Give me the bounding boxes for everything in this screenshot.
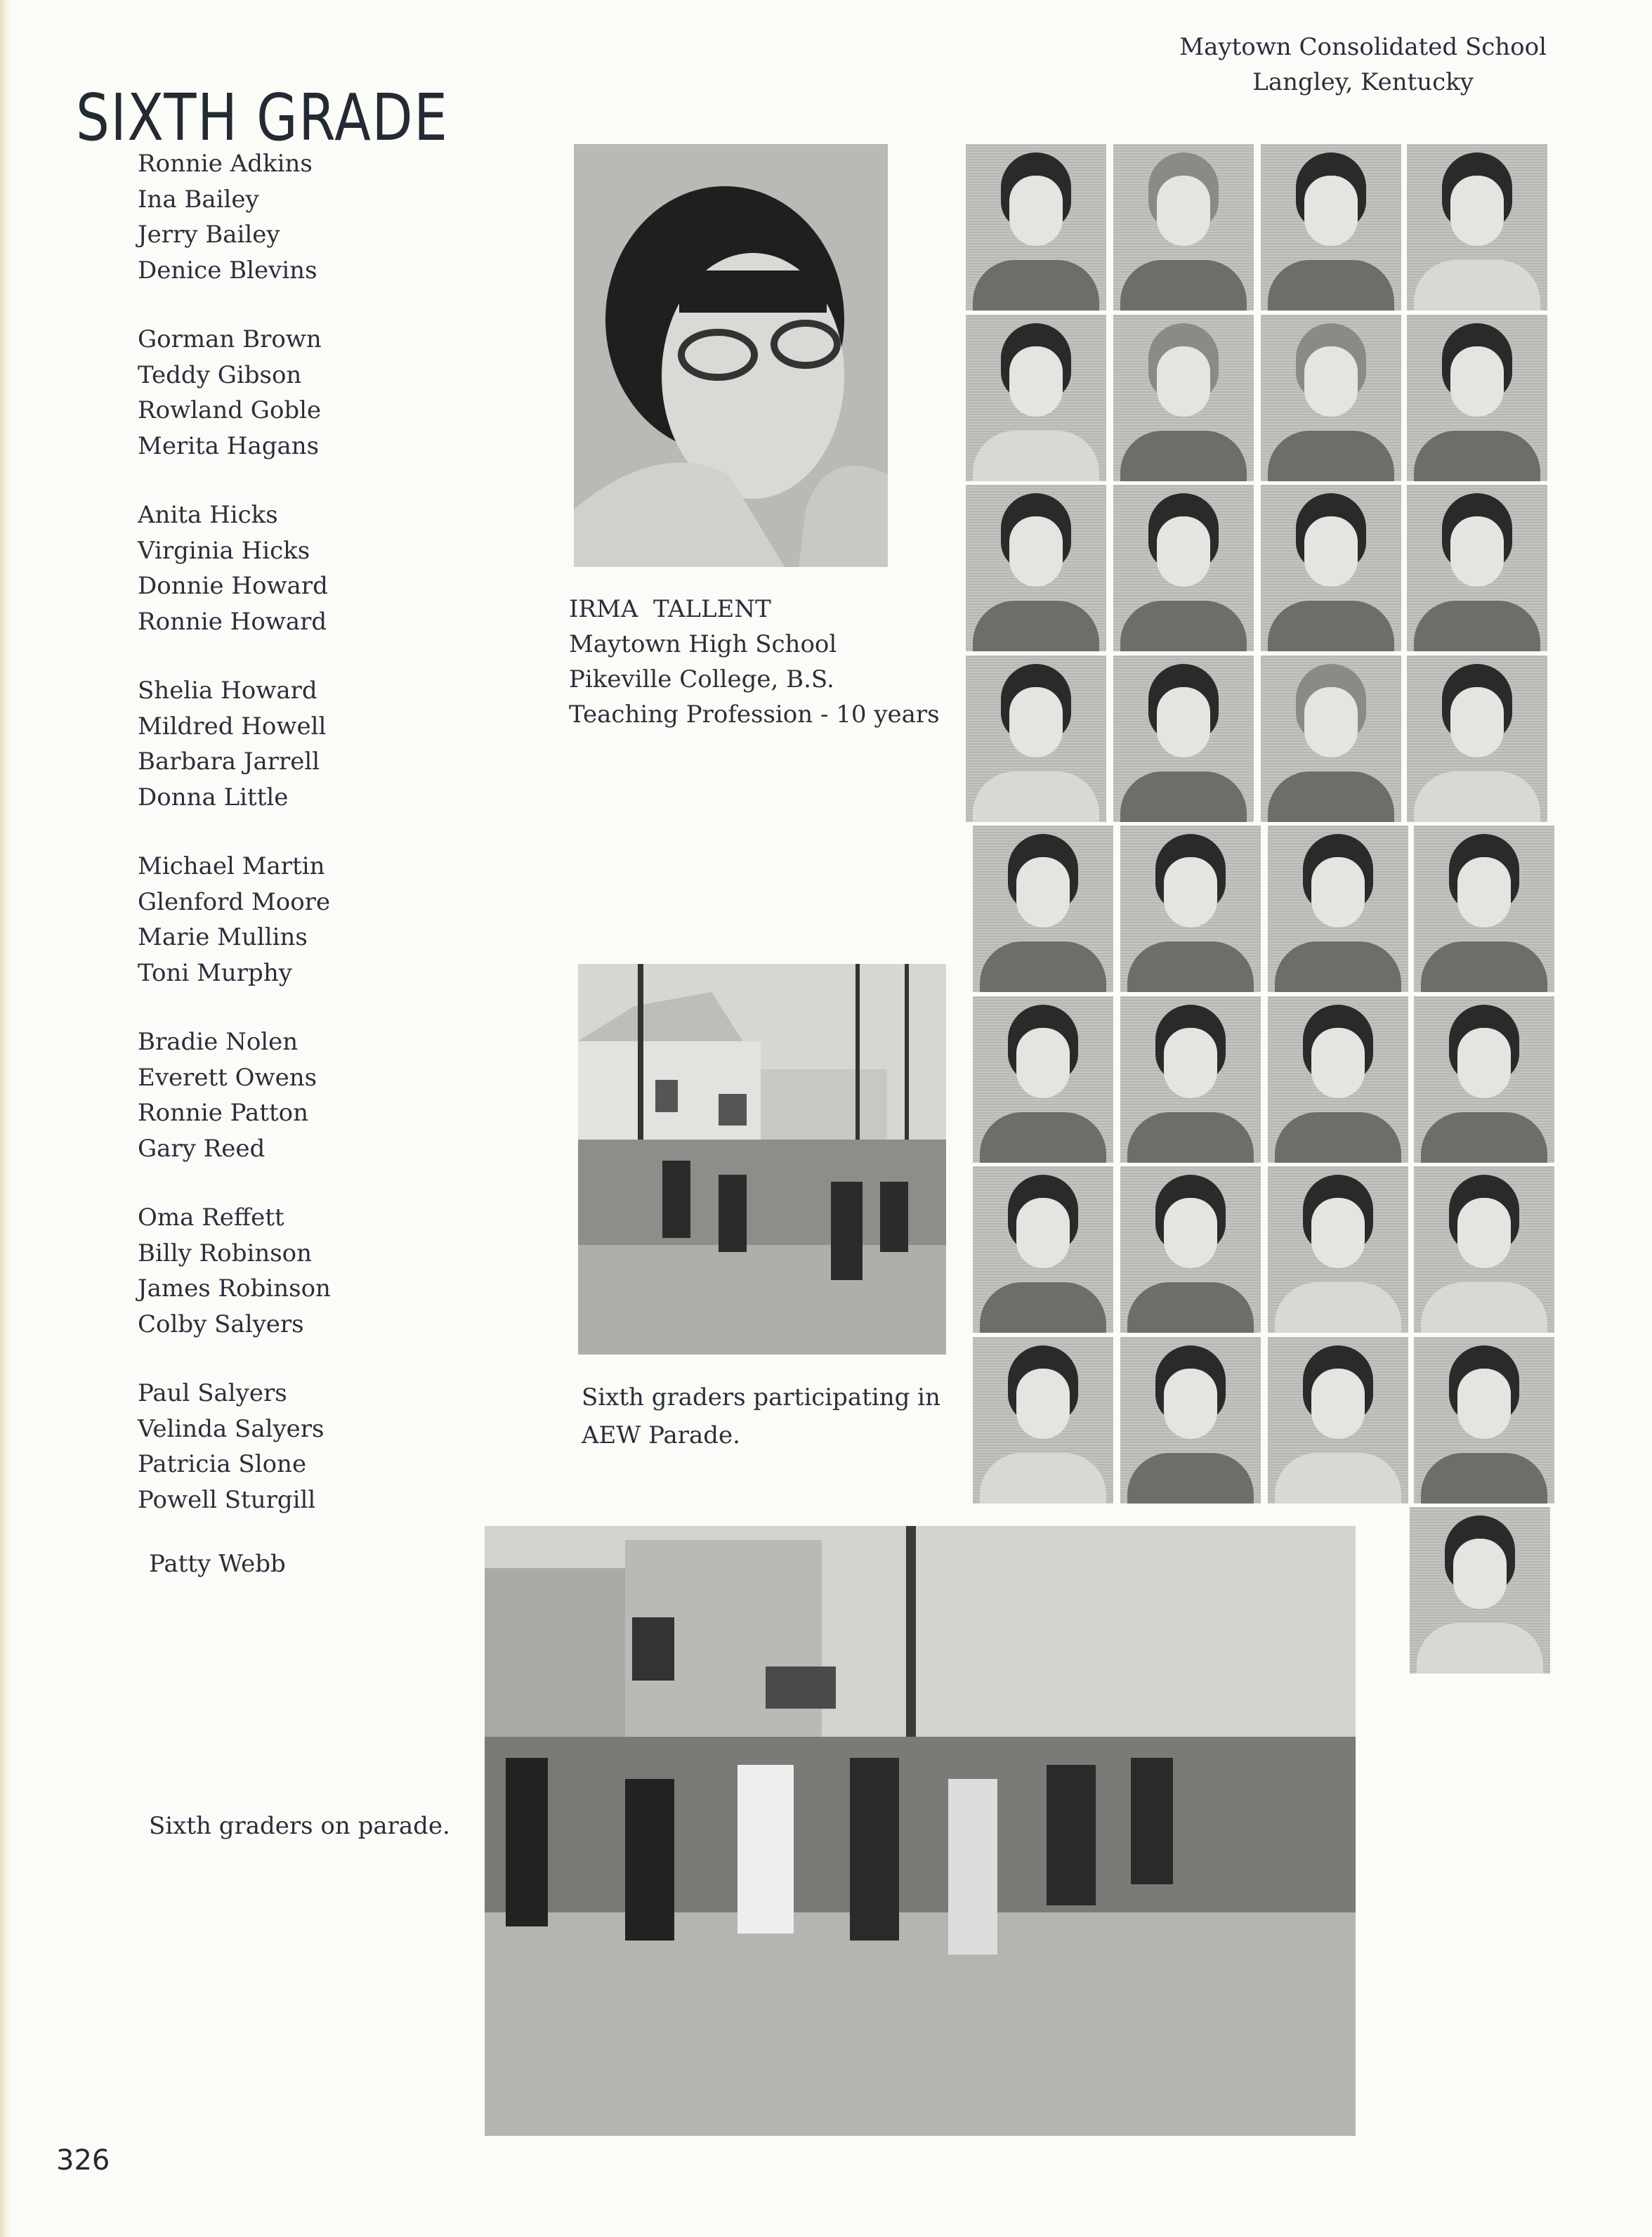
- portrait-body: [1120, 431, 1247, 481]
- student-name: Rowland Goble: [138, 396, 322, 424]
- student-portrait: [1113, 656, 1254, 822]
- portrait-body: [980, 1112, 1106, 1163]
- portrait-face: [1311, 1198, 1365, 1268]
- portrait-face: [1304, 176, 1358, 246]
- student-name-group: [138, 673, 331, 815]
- student-name-group: [138, 1200, 331, 1342]
- student-name: Powell Sturgill: [138, 1485, 316, 1514]
- student-name: Gary Reed: [138, 1134, 266, 1163]
- portrait-face: [1009, 687, 1063, 757]
- portrait-body: [1414, 601, 1540, 651]
- student-name: Donna Little: [138, 783, 289, 811]
- teacher-name: IRMA TALLENT: [569, 595, 771, 623]
- student-portrait: [1113, 144, 1254, 311]
- student-portrait: [1268, 826, 1408, 992]
- page-title: SIXTH GRADE: [76, 79, 449, 155]
- portrait-face: [1453, 1539, 1507, 1609]
- student-portrait: [1120, 1337, 1261, 1504]
- teacher-portrait-image: [574, 144, 888, 567]
- student-name: Teddy Gibson: [138, 360, 302, 389]
- portrait-face: [1457, 1028, 1511, 1098]
- parade-large-caption: Sixth graders on parade.: [149, 1812, 450, 1840]
- portrait-face: [1009, 516, 1063, 587]
- student-portrait: [1120, 826, 1261, 992]
- portrait-body: [1275, 1112, 1401, 1163]
- student-name: Barbara Jarrell: [138, 748, 320, 776]
- student-portrait: [1261, 144, 1401, 311]
- student-name: Velinda Salyers: [138, 1414, 324, 1443]
- teacher-portrait-photo: [574, 144, 888, 567]
- student-name: Colby Salyers: [138, 1310, 304, 1338]
- portrait-body: [1268, 601, 1394, 651]
- portrait-body: [973, 601, 1099, 651]
- portrait-body: [1275, 941, 1401, 992]
- portrait-face: [1164, 857, 1217, 927]
- student-portrait: [973, 996, 1113, 1163]
- student-name: Ronnie Howard: [138, 607, 327, 636]
- portrait-face: [1311, 857, 1365, 927]
- portrait-body: [980, 1282, 1106, 1333]
- school-location: Langley, Kentucky: [1252, 68, 1474, 96]
- student-name-group: [138, 146, 331, 288]
- portrait-body: [1127, 1112, 1254, 1163]
- portrait-body: [1414, 771, 1540, 822]
- student-name: Bradie Nolen: [138, 1028, 299, 1056]
- portrait-body: [1120, 260, 1247, 311]
- portrait-face: [1009, 346, 1063, 417]
- parade-photo-small-image: [578, 964, 946, 1355]
- parade-small-caption-line2: AEW Parade.: [582, 1421, 740, 1449]
- parade-photo-large-image: [485, 1526, 1356, 2136]
- portrait-body: [1414, 260, 1540, 311]
- student-name: Ronnie Patton: [138, 1099, 308, 1127]
- student-name: Virginia Hicks: [138, 536, 310, 565]
- portrait-body: [1275, 1453, 1401, 1504]
- student-name: Denice Blevins: [138, 256, 317, 285]
- portrait-face: [1457, 1198, 1511, 1268]
- student-name: Gorman Brown: [138, 325, 322, 353]
- parade-photo-large: [485, 1526, 1356, 2136]
- student-name-group: [138, 322, 331, 464]
- student-portrait: [1410, 1507, 1550, 1674]
- portrait-body: [973, 260, 1099, 311]
- student-portrait: [1407, 485, 1547, 651]
- student-name-list: [138, 146, 331, 1551]
- student-portrait: [973, 826, 1113, 992]
- student-portrait: [1268, 1337, 1408, 1504]
- student-portrait: [1407, 144, 1547, 311]
- portrait-face: [1450, 346, 1504, 417]
- portrait-body: [1275, 1282, 1401, 1333]
- parade-photo-small: [578, 964, 946, 1355]
- student-name: Patricia Slone: [138, 1450, 307, 1478]
- student-name: Everett Owens: [138, 1063, 317, 1092]
- portrait-body: [1268, 771, 1394, 822]
- student-name: Paul Salyers: [138, 1379, 287, 1407]
- portrait-body: [1268, 431, 1394, 481]
- portrait-face: [1157, 687, 1210, 757]
- student-name: Anita Hicks: [138, 501, 278, 529]
- student-portrait: [1261, 485, 1401, 651]
- portrait-face: [1016, 1028, 1070, 1098]
- teacher-experience: Teaching Profession - 10 years: [569, 700, 940, 729]
- student-portrait: [1120, 1166, 1261, 1333]
- student-portrait: [1268, 996, 1408, 1163]
- portrait-face: [1304, 687, 1358, 757]
- portrait-face: [1311, 1369, 1365, 1439]
- teacher-info: [569, 592, 940, 732]
- portrait-body: [973, 771, 1099, 822]
- student-portrait: [1407, 656, 1547, 822]
- parade-small-caption-line1: Sixth graders participating in: [582, 1383, 940, 1411]
- student-name: Michael Martin: [138, 852, 325, 880]
- school-header: [1179, 30, 1547, 100]
- portrait-face: [1450, 687, 1504, 757]
- student-name: Donnie Howard: [138, 572, 328, 600]
- student-portrait: [1414, 996, 1554, 1163]
- student-portrait: [966, 485, 1106, 651]
- portrait-body: [1120, 601, 1247, 651]
- page-number: 326: [56, 2144, 110, 2177]
- portrait-face: [1157, 516, 1210, 587]
- student-name: Jerry Bailey: [138, 221, 280, 249]
- student-portrait: [1113, 315, 1254, 481]
- portrait-face: [1016, 1198, 1070, 1268]
- teacher-college: Pikeville College, B.S.: [569, 665, 834, 693]
- student-name: Oma Reffett: [138, 1204, 284, 1232]
- portrait-body: [980, 1453, 1106, 1504]
- student-name-group: [138, 497, 331, 639]
- student-portrait: [966, 315, 1106, 481]
- portrait-face: [1157, 346, 1210, 417]
- portrait-body: [1421, 1453, 1547, 1504]
- student-portrait: [1113, 485, 1254, 651]
- student-name: Billy Robinson: [138, 1239, 313, 1267]
- portrait-body: [1417, 1623, 1543, 1674]
- student-name: Ronnie Adkins: [138, 150, 313, 178]
- student-name-group: [138, 1376, 331, 1518]
- student-portrait: [1120, 996, 1261, 1163]
- student-portrait: [1268, 1166, 1408, 1333]
- portrait-body: [1127, 1282, 1254, 1333]
- portrait-face: [1304, 346, 1358, 417]
- student-name-last: Patty Webb: [149, 1550, 286, 1578]
- portrait-body: [1127, 1453, 1254, 1504]
- portrait-body: [973, 431, 1099, 481]
- student-name-group: [138, 849, 331, 991]
- portrait-face: [1457, 1369, 1511, 1439]
- portrait-face: [1164, 1369, 1217, 1439]
- portrait-body: [1421, 1112, 1547, 1163]
- student-portrait: [966, 144, 1106, 311]
- student-portrait: [1414, 1337, 1554, 1504]
- portrait-face: [1016, 857, 1070, 927]
- student-portrait: [1407, 315, 1547, 481]
- student-portrait: [1414, 826, 1554, 992]
- portrait-face: [1157, 176, 1210, 246]
- portrait-face: [1450, 176, 1504, 246]
- student-name: Marie Mullins: [138, 923, 308, 951]
- portrait-face: [1311, 1028, 1365, 1098]
- student-portrait: [1261, 656, 1401, 822]
- student-name: Toni Murphy: [138, 958, 292, 987]
- portrait-body: [1120, 771, 1247, 822]
- portrait-face: [1164, 1028, 1217, 1098]
- portrait-face: [1457, 857, 1511, 927]
- student-name: Shelia Howard: [138, 677, 317, 705]
- student-portrait: [973, 1337, 1113, 1504]
- teacher-school: Maytown High School: [569, 630, 837, 658]
- page-edge: [0, 0, 10, 2237]
- portrait-face: [1009, 176, 1063, 246]
- student-portrait: [973, 1166, 1113, 1333]
- portrait-body: [1268, 260, 1394, 311]
- student-portrait: [1261, 315, 1401, 481]
- student-portrait: [1414, 1166, 1554, 1333]
- student-name-group: [138, 1024, 331, 1166]
- student-name: Glenford Moore: [138, 887, 331, 916]
- portrait-face: [1304, 516, 1358, 587]
- portrait-body: [1127, 941, 1254, 992]
- student-portrait: [966, 656, 1106, 822]
- school-name: Maytown Consolidated School: [1179, 33, 1547, 61]
- portrait-body: [980, 941, 1106, 992]
- parade-small-caption: [582, 1378, 940, 1454]
- portrait-face: [1016, 1369, 1070, 1439]
- student-name: Ina Bailey: [138, 185, 259, 214]
- student-name: Merita Hagans: [138, 431, 320, 460]
- portrait-body: [1414, 431, 1540, 481]
- portrait-face: [1164, 1198, 1217, 1268]
- portrait-body: [1421, 941, 1547, 992]
- student-name: James Robinson: [138, 1274, 331, 1303]
- portrait-body: [1421, 1282, 1547, 1333]
- portrait-face: [1450, 516, 1504, 587]
- student-name: Mildred Howell: [138, 712, 327, 741]
